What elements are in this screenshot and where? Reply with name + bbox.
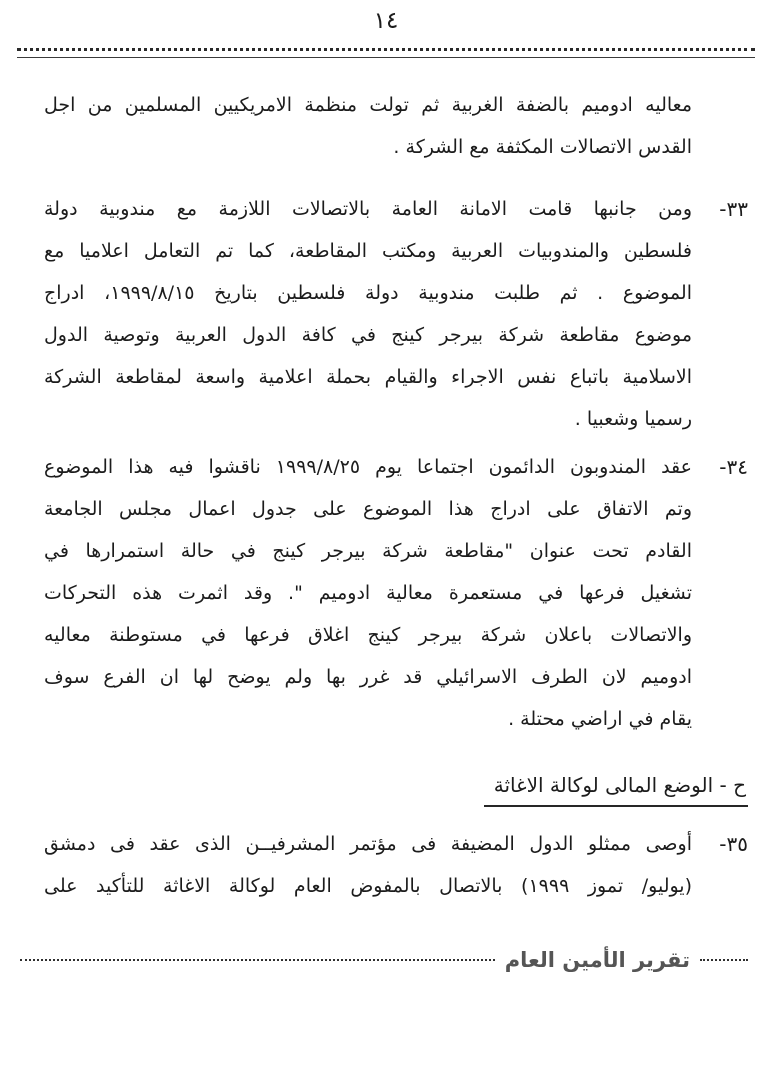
paragraph xyxy=(44,188,748,440)
footer-signature: تقرير الأمين العام xyxy=(504,948,690,972)
paragraph-number: ٣٥- xyxy=(719,832,748,856)
paragraph xyxy=(44,823,748,907)
footer-dotted-rule xyxy=(20,959,495,961)
text-line: فلسطين والمندوبيات العربية ومكتب المقاطعة، كما تم التعامل اعلاميا مع xyxy=(44,240,692,262)
section-heading: ح - الوضع المالى لوكالة الاغاثة xyxy=(484,770,748,807)
footer-dash-rule xyxy=(700,959,748,961)
paragraph-text xyxy=(44,188,692,440)
paragraph-number xyxy=(692,84,748,168)
text-line: (يوليو/ تموز ١٩٩٩) بالاتصال بالمفوض العام لوكالة الاغاثة للتأكيد على xyxy=(44,875,692,897)
header-divider xyxy=(17,48,755,58)
text-line: وتم الاتفاق على ادراج هذا الموضوع على جدول اعمال مجلس الجامعة xyxy=(44,498,692,520)
text-line: عقد المندوبون الدائمون اجتماعا يوم ١٩٩٩/٨/٢٥ ناقشوا فيه هذا الموضوع xyxy=(44,456,692,478)
page-number: ١٤ xyxy=(373,8,399,34)
text-line: تشغيل فرعها في مستعمرة معالية ادوميم ". وقد اثمرت هذه التحركات xyxy=(44,582,692,604)
text-line: رسميا وشعبيا . xyxy=(574,408,692,430)
section-heading-row xyxy=(44,770,748,807)
paragraph-text xyxy=(44,823,692,907)
document-body xyxy=(0,84,772,907)
text-line: أوصى ممثلو الدول المضيفة فى مؤتمر المشرفيــن الذى عقد فى دمشق xyxy=(44,833,692,855)
text-line: ادوميم لان الطرف الاسرائيلي قد غرر بها ولم يوضح لها ان الفرع سوف xyxy=(44,666,692,688)
text-line: القادم تحت عنوان "مقاطعة شركة بيرجر كينج في حالة استمرارها في xyxy=(44,540,692,562)
paragraph-text xyxy=(44,84,692,168)
text-line: القدس الاتصالات المكثفة مع الشركة . xyxy=(393,136,692,158)
page-footer xyxy=(20,948,748,972)
text-line: موضوع مقاطعة شركة بيرجر كينج في كافة الدول العربية وتوصية الدول xyxy=(44,324,692,346)
text-line: الاسلامية باتباع نفس الاجراء والقيام بحملة اعلامية واسعة لمقاطعة الشركة xyxy=(44,366,692,388)
paragraph-number: ٣٤- xyxy=(719,455,748,479)
text-line: والاتصالات باعلان شركة بيرجر كينج اغلاق فرعها في مستوطنة معاليه xyxy=(44,624,692,646)
paragraph xyxy=(44,84,748,168)
text-line: ومن جانبها قامت الامانة العامة بالاتصالات اللازمة مع مندوبية دولة xyxy=(44,198,692,220)
text-line: الموضوع . ثم طلبت مندوبية دولة فلسطين بتاريخ ١٩٩٩/٨/١٥، ادراج xyxy=(44,282,692,304)
paragraph-text xyxy=(44,446,692,740)
paragraph-number: ٣٣- xyxy=(719,197,748,221)
paragraph xyxy=(44,446,748,740)
text-line: يقام في اراضي محتلة . xyxy=(508,708,692,730)
text-line: معاليه ادوميم بالضفة الغربية ثم تولت منظمة الامريكيين المسلمين من اجل xyxy=(44,94,692,116)
